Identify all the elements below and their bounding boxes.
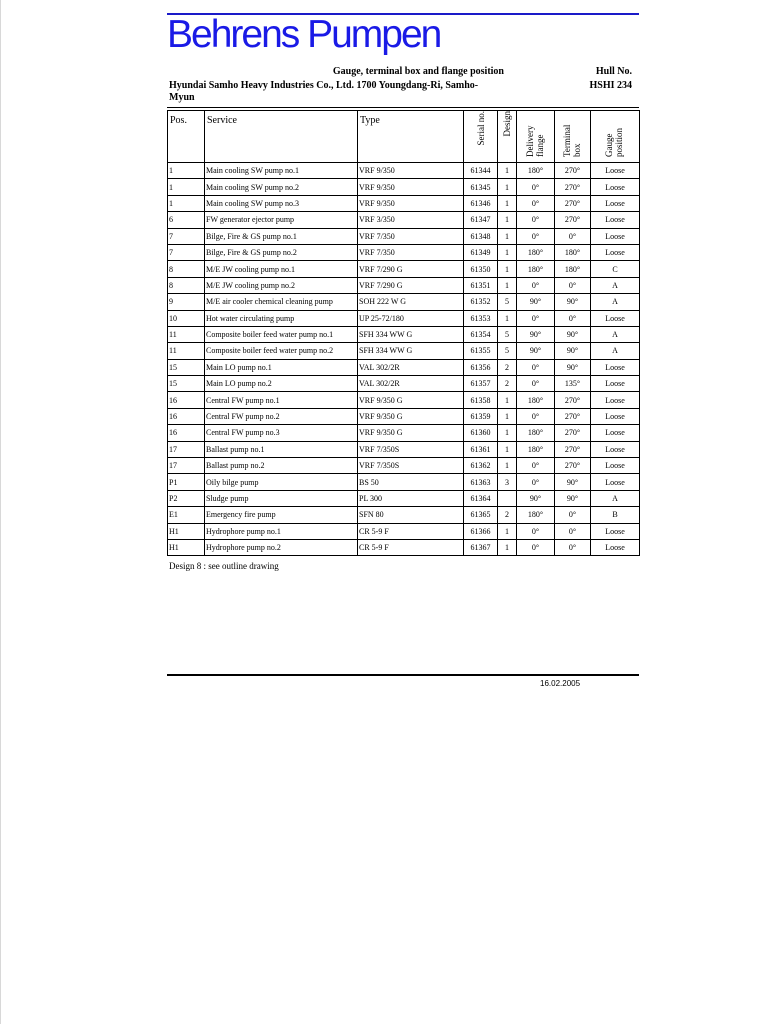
cell-pos: 11	[168, 343, 205, 359]
cell-gauge: A	[591, 294, 640, 310]
table-row	[168, 359, 640, 375]
cell-design: 3	[498, 474, 517, 490]
brand-logo: Behrens Pumpen	[167, 13, 441, 56]
cell-pos: 16	[168, 408, 205, 424]
col-header-terminal-label: Terminal box	[561, 124, 582, 157]
cell-gauge: Loose	[591, 441, 640, 457]
cell-type: VRF 7/350S	[358, 458, 464, 474]
cell-delivery: 90°	[517, 490, 555, 506]
table-row	[168, 179, 640, 195]
cell-delivery: 90°	[517, 294, 555, 310]
col-header-serial	[464, 111, 498, 163]
cell-gauge: Loose	[591, 212, 640, 228]
cell-pos: 7	[168, 228, 205, 244]
cell-serial: 61344	[464, 163, 498, 179]
cell-pos: 8	[168, 277, 205, 293]
col-header-pos: Pos.	[168, 111, 205, 163]
cell-delivery: 0°	[517, 408, 555, 424]
cell-delivery: 0°	[517, 277, 555, 293]
cell-type: VAL 302/2R	[358, 376, 464, 392]
hull-number-label: Hull No.	[595, 66, 632, 77]
cell-gauge: Loose	[591, 539, 640, 555]
cell-service: Main cooling SW pump no.3	[205, 195, 358, 211]
table-row	[168, 392, 640, 408]
cell-type: VRF 9/350 G	[358, 425, 464, 441]
cell-serial: 61366	[464, 523, 498, 539]
cell-terminal: 270°	[555, 179, 591, 195]
cell-design: 1	[498, 228, 517, 244]
cell-serial: 61357	[464, 376, 498, 392]
cell-design: 1	[498, 392, 517, 408]
cell-design	[498, 490, 517, 506]
cell-pos: H1	[168, 523, 205, 539]
cell-type: CR 5-9 F	[358, 539, 464, 555]
cell-delivery: 180°	[517, 507, 555, 523]
cell-terminal: 90°	[555, 474, 591, 490]
cell-service: FW generator ejector pump	[205, 212, 358, 228]
table-row	[168, 294, 640, 310]
cell-service: Emergency fire pump	[205, 507, 358, 523]
cell-service: Central FW pump no.3	[205, 425, 358, 441]
cell-service: M/E JW cooling pump no.2	[205, 277, 358, 293]
cell-design: 1	[498, 261, 517, 277]
cell-design: 1	[498, 195, 517, 211]
cell-design: 2	[498, 359, 517, 375]
cell-design: 1	[498, 179, 517, 195]
cell-pos: 1	[168, 179, 205, 195]
cell-pos: E1	[168, 507, 205, 523]
cell-pos: 15	[168, 376, 205, 392]
cell-service: Main LO pump no.1	[205, 359, 358, 375]
cell-service: Ballast pump no.1	[205, 441, 358, 457]
customer-address: Hyundai Samho Heavy Industries Co., Ltd. 1700 Youngdang-Ri, Samho-Myun	[169, 80, 479, 103]
table-row	[168, 376, 640, 392]
cell-gauge: Loose	[591, 228, 640, 244]
cell-pos: 1	[168, 195, 205, 211]
cell-terminal: 0°	[555, 507, 591, 523]
cell-type: UP 25-72/180	[358, 310, 464, 326]
cell-gauge: Loose	[591, 458, 640, 474]
cell-type: CR 5-9 F	[358, 523, 464, 539]
cell-pos: 11	[168, 326, 205, 342]
cell-type: VRF 9/350	[358, 163, 464, 179]
cell-terminal: 270°	[555, 163, 591, 179]
table-header-row	[168, 111, 640, 163]
cell-gauge: Loose	[591, 163, 640, 179]
cell-service: Hydrophore pump no.1	[205, 523, 358, 539]
cell-terminal: 0°	[555, 228, 591, 244]
cell-serial: 61353	[464, 310, 498, 326]
cell-terminal: 90°	[555, 359, 591, 375]
cell-serial: 61346	[464, 195, 498, 211]
col-header-delivery-label: Delivery flange	[524, 125, 545, 157]
document-title: Gauge, terminal box and flange position	[332, 66, 504, 77]
cell-serial: 61361	[464, 441, 498, 457]
cell-delivery: 90°	[517, 326, 555, 342]
cell-pos: 1	[168, 163, 205, 179]
cell-delivery: 180°	[517, 244, 555, 260]
cell-design: 2	[498, 376, 517, 392]
cell-terminal: 0°	[555, 277, 591, 293]
cell-type: VRF 7/350	[358, 228, 464, 244]
table-row	[168, 343, 640, 359]
cell-service: M/E air cooler chemical cleaning pump	[205, 294, 358, 310]
table-row	[168, 539, 640, 555]
cell-serial: 61356	[464, 359, 498, 375]
table-row	[168, 326, 640, 342]
cell-type: BS 50	[358, 474, 464, 490]
cell-delivery: 0°	[517, 310, 555, 326]
cell-serial: 61365	[464, 507, 498, 523]
cell-terminal: 180°	[555, 261, 591, 277]
table-row	[168, 507, 640, 523]
cell-pos: 16	[168, 392, 205, 408]
cell-pos: 10	[168, 310, 205, 326]
cell-design: 2	[498, 507, 517, 523]
cell-service: M/E JW cooling pump no.1	[205, 261, 358, 277]
cell-pos: 17	[168, 441, 205, 457]
cell-terminal: 270°	[555, 212, 591, 228]
cell-gauge: Loose	[591, 392, 640, 408]
cell-delivery: 0°	[517, 523, 555, 539]
col-header-terminal	[555, 111, 591, 163]
cell-pos: 7	[168, 244, 205, 260]
footnote: Design 8 : see outline drawing	[169, 561, 279, 571]
cell-serial: 61354	[464, 326, 498, 342]
col-header-type: Type	[358, 111, 464, 163]
table-row	[168, 277, 640, 293]
cell-delivery: 180°	[517, 392, 555, 408]
cell-type: VRF 9/350	[358, 195, 464, 211]
cell-service: Main cooling SW pump no.2	[205, 179, 358, 195]
cell-terminal: 270°	[555, 195, 591, 211]
cell-serial: 61348	[464, 228, 498, 244]
col-header-design	[498, 111, 517, 163]
cell-service: Hot water circulating pump	[205, 310, 358, 326]
cell-serial: 61351	[464, 277, 498, 293]
cell-gauge: Loose	[591, 179, 640, 195]
cell-pos: 9	[168, 294, 205, 310]
cell-type: PL 300	[358, 490, 464, 506]
cell-type: SFN 80	[358, 507, 464, 523]
table-row	[168, 441, 640, 457]
cell-terminal: 135°	[555, 376, 591, 392]
cell-serial: 61345	[464, 179, 498, 195]
cell-gauge: C	[591, 261, 640, 277]
cell-type: VRF 7/350	[358, 244, 464, 260]
cell-delivery: 0°	[517, 474, 555, 490]
cell-terminal: 270°	[555, 392, 591, 408]
cell-service: Bilge, Fire & GS pump no.1	[205, 228, 358, 244]
cell-serial: 61364	[464, 490, 498, 506]
header-rule	[167, 107, 639, 108]
table-body	[168, 163, 640, 556]
document-date: 16.02.2005	[540, 679, 581, 688]
cell-type: VRF 3/350	[358, 212, 464, 228]
table-row	[168, 228, 640, 244]
cell-terminal: 90°	[555, 343, 591, 359]
cell-service: Sludge pump	[205, 490, 358, 506]
cell-gauge: Loose	[591, 359, 640, 375]
cell-delivery: 0°	[517, 179, 555, 195]
cell-serial: 61355	[464, 343, 498, 359]
cell-type: SFH 334 WW G	[358, 343, 464, 359]
cell-terminal: 0°	[555, 539, 591, 555]
cell-delivery: 0°	[517, 228, 555, 244]
cell-design: 1	[498, 539, 517, 555]
cell-type: VRF 9/350 G	[358, 392, 464, 408]
cell-delivery: 0°	[517, 212, 555, 228]
cell-design: 1	[498, 277, 517, 293]
cell-pos: 16	[168, 425, 205, 441]
cell-service: Hydrophore pump no.2	[205, 539, 358, 555]
table-row	[168, 408, 640, 424]
cell-serial: 61358	[464, 392, 498, 408]
cell-design: 5	[498, 326, 517, 342]
cell-type: VAL 302/2R	[358, 359, 464, 375]
col-header-serial-label: Serial no.	[475, 111, 486, 146]
cell-serial: 61367	[464, 539, 498, 555]
cell-serial: 61352	[464, 294, 498, 310]
cell-design: 1	[498, 458, 517, 474]
cell-service: Ballast pump no.2	[205, 458, 358, 474]
cell-serial: 61359	[464, 408, 498, 424]
cell-design: 5	[498, 343, 517, 359]
table-row	[168, 261, 640, 277]
cell-type: VRF 9/350 G	[358, 408, 464, 424]
table-row	[168, 458, 640, 474]
cell-delivery: 0°	[517, 458, 555, 474]
cell-terminal: 90°	[555, 490, 591, 506]
cell-gauge: Loose	[591, 195, 640, 211]
col-header-gauge-label: Gauge position	[604, 127, 624, 157]
cell-pos: 8	[168, 261, 205, 277]
cell-service: Bilge, Fire & GS pump no.2	[205, 244, 358, 260]
cell-pos: H1	[168, 539, 205, 555]
cell-design: 1	[498, 163, 517, 179]
cell-terminal: 0°	[555, 310, 591, 326]
table-row	[168, 425, 640, 441]
cell-delivery: 0°	[517, 376, 555, 392]
cell-gauge: A	[591, 277, 640, 293]
cell-service: Main cooling SW pump no.1	[205, 163, 358, 179]
cell-terminal: 270°	[555, 425, 591, 441]
cell-service: Main LO pump no.2	[205, 376, 358, 392]
cell-design: 1	[498, 244, 517, 260]
cell-terminal: 270°	[555, 441, 591, 457]
table-row	[168, 310, 640, 326]
cell-pos: 15	[168, 359, 205, 375]
cell-delivery: 0°	[517, 539, 555, 555]
cell-gauge: A	[591, 343, 640, 359]
cell-terminal: 90°	[555, 294, 591, 310]
table-row	[168, 244, 640, 260]
cell-gauge: Loose	[591, 244, 640, 260]
cell-delivery: 0°	[517, 195, 555, 211]
cell-design: 1	[498, 408, 517, 424]
cell-gauge: Loose	[591, 523, 640, 539]
col-header-service: Service	[205, 111, 358, 163]
cell-type: VRF 7/290 G	[358, 261, 464, 277]
page-edge	[0, 0, 1, 1024]
cell-design: 1	[498, 212, 517, 228]
cell-type: SFH 334 WW G	[358, 326, 464, 342]
cell-gauge: Loose	[591, 408, 640, 424]
cell-service: Central FW pump no.1	[205, 392, 358, 408]
cell-serial: 61362	[464, 458, 498, 474]
bottom-rule	[167, 674, 639, 676]
cell-service: Composite boiler feed water pump no.1	[205, 326, 358, 342]
cell-service: Oily bilge pump	[205, 474, 358, 490]
cell-terminal: 90°	[555, 326, 591, 342]
cell-design: 5	[498, 294, 517, 310]
cell-terminal: 180°	[555, 244, 591, 260]
cell-pos: P1	[168, 474, 205, 490]
cell-gauge: A	[591, 326, 640, 342]
cell-type: VRF 7/290 G	[358, 277, 464, 293]
table-row	[168, 195, 640, 211]
col-header-delivery	[517, 111, 555, 163]
cell-design: 1	[498, 523, 517, 539]
table-row	[168, 490, 640, 506]
cell-type: SOH 222 W G	[358, 294, 464, 310]
cell-service: Central FW pump no.2	[205, 408, 358, 424]
cell-terminal: 270°	[555, 408, 591, 424]
cell-gauge: Loose	[591, 310, 640, 326]
cell-gauge: Loose	[591, 376, 640, 392]
cell-delivery: 0°	[517, 359, 555, 375]
cell-gauge: Loose	[591, 474, 640, 490]
cell-delivery: 180°	[517, 441, 555, 457]
table-row	[168, 163, 640, 179]
cell-design: 1	[498, 310, 517, 326]
cell-terminal: 270°	[555, 458, 591, 474]
cell-pos: 17	[168, 458, 205, 474]
col-header-gauge	[591, 111, 640, 163]
cell-delivery: 90°	[517, 343, 555, 359]
cell-design: 1	[498, 425, 517, 441]
cell-design: 1	[498, 441, 517, 457]
cell-delivery: 180°	[517, 261, 555, 277]
hull-number-value: HSHI 234	[589, 80, 632, 91]
cell-serial: 61350	[464, 261, 498, 277]
cell-gauge: B	[591, 507, 640, 523]
cell-serial: 61360	[464, 425, 498, 441]
cell-type: VRF 7/350S	[358, 441, 464, 457]
table-row	[168, 523, 640, 539]
cell-delivery: 180°	[517, 425, 555, 441]
pump-table	[167, 110, 640, 556]
cell-serial: 61363	[464, 474, 498, 490]
cell-pos: P2	[168, 490, 205, 506]
cell-serial: 61349	[464, 244, 498, 260]
cell-delivery: 180°	[517, 163, 555, 179]
table-row	[168, 474, 640, 490]
cell-terminal: 0°	[555, 523, 591, 539]
table-row	[168, 212, 640, 228]
cell-pos: 6	[168, 212, 205, 228]
cell-serial: 61347	[464, 212, 498, 228]
cell-type: VRF 9/350	[358, 179, 464, 195]
cell-service: Composite boiler feed water pump no.2	[205, 343, 358, 359]
cell-gauge: A	[591, 490, 640, 506]
col-header-design-label: Design	[502, 111, 512, 137]
cell-gauge: Loose	[591, 425, 640, 441]
